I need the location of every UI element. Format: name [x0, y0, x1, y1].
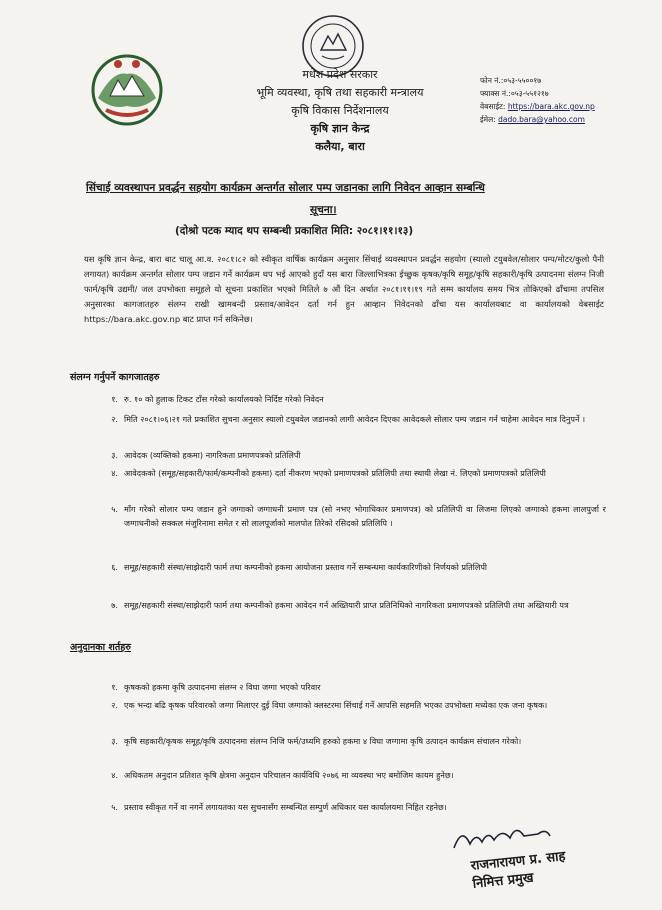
email-label: ईमेल: [480, 115, 496, 124]
document-item-number: ६. [111, 562, 118, 572]
header-office: कृषि ज्ञान केन्द्र [310, 122, 370, 135]
notice-title-line2: सूचना। [310, 204, 337, 216]
document-item-number: १. [111, 394, 118, 404]
notice-title-2 [310, 202, 390, 218]
signatory-designation: निमित्त प्रमुख [471, 870, 535, 892]
condition-item-number: १. [111, 682, 118, 692]
document-item [96, 598, 606, 612]
conditions-heading: अनुदानका शर्तहरु [70, 642, 131, 653]
signatory-name: राजनारायण प्र. साह [470, 849, 567, 874]
document-item [96, 466, 606, 480]
notice-title-line1: सिंचाई व्यवस्थापन प्रवर्द्धन सहयोग कार्यक्रम अन्तर्गत सोलार पम्प जडानका लागि निवेदन आव्हान सम्बन्धि [86, 182, 485, 194]
document-item [96, 448, 606, 462]
condition-item-text: अधिकतम अनुदान प्रतिशत कृषि क्षेत्रमा अनुदान परिचालन कार्यविधि २०७६ मा व्यवस्था भए बमोजिम कायम हुनेछ। [124, 770, 454, 780]
document-item-number: ५. [111, 504, 118, 514]
document-item-number: ३. [111, 450, 118, 460]
condition-item [96, 768, 606, 782]
notice-subtitle: (दोश्रो पटक म्याद थप सम्बन्धी प्रकाशित मिति: २०८१।११।१३) [175, 225, 414, 237]
document-item-text: आवेदकको (समूह/सहकारी/फार्म/कम्पनीको हकमा) दर्ता नीकरण भएको प्रमाणपत्रको प्रतिलिपी तथा स्थायी लेखा नं. लिएको प्रमाणपत्रको प्रतिलिपी [124, 468, 546, 478]
email-line [480, 113, 595, 126]
document-item-text: रु. १० को हुलाक टिकट टाँस गरेको कार्यालयको निर्दिष्ट गरेको निवेदन [124, 394, 324, 404]
condition-item [96, 734, 606, 748]
header-province: मधेश प्रदेश सरकार [302, 68, 378, 81]
condition-item-number: ५. [111, 802, 118, 812]
document-item-number: ४. [111, 468, 118, 478]
condition-item-text: कृषि सहकारी/कृषक समूह/कृषि उत्पादनमा संलग्न निजि फर्म/उध्यमि हरुको हकमा ४ विघा जग्गामा कृषि उत्पादन कार्यक्रम संचालन गरेको। [124, 736, 522, 746]
fax-number: फ्याक्स नं.:०५३-५५१२१७ [480, 89, 549, 98]
header-directorate: कृषि विकास निर्देशनालय [291, 104, 389, 117]
condition-item-text: एक भन्दा बढि कृषक परिवारको जग्गा मिलाएर दुई विघा जग्गाको क्लस्टरमा सिंचाई गर्ने आपसि सहमति भएका उपभोक्ता मध्येका एक जना कृषक। [124, 700, 548, 710]
documents-heading: संलग्न गर्नुपर्ने कागजातहरु [70, 372, 160, 383]
website-link[interactable]: https://bara.akc.gov.np [507, 102, 595, 111]
notice-title [86, 180, 606, 196]
condition-item-number: २. [111, 700, 118, 710]
document-item-text: आवेदक (व्यक्तिको हकमा) नागरिकता प्रमाणपत्रको प्रतिलिपी [124, 450, 301, 460]
document-item [96, 502, 606, 530]
document-item-text: समूह/सहकारी संस्था/साझेदारी फार्म तथा कम्पनीको हकमा आवेदन गर्न अख्तियारी प्राप्त प्रतिनिधिको नागरिकता प्रमाणपत्रको प्रतिलिपी तथा अख्तियारी पत्र [124, 600, 569, 610]
document-item-text: मिति २०८१।०६।२१ गते प्रकाशित सुचना अनुसार स्यालो टयुबवेल जडानको लागी आवेदन दिएका आवेदकले सोलार पम्प जडान गर्न चाहेमा आवेदन मात्र दिनुपर्ने । [124, 414, 586, 424]
contact-block [480, 74, 595, 126]
header-ministry: भूमि व्यवस्था, कृषि तथा सहकारी मन्त्रालय [256, 86, 424, 99]
document-item-text: समूह/सहकारी संस्था/साझेदारी फार्म तथा कम्पनीको हकमा आयोजना प्रस्ताव गर्ने सम्बन्धमा कार्यकारिणीको निर्णयको प्रतिलिपी [124, 562, 488, 572]
condition-item-text: कृषकको हकमा कृषि उत्पादनमा संलग्न २ विघा जग्गा भएको परिवार [124, 682, 321, 692]
document-item-text: माँग गरेको सोलार पम्प जडान हुने जग्गाको जग्गाधनी प्रमाण पत्र (सो नभए भोगाधिकार प्रमाणपत्र) को प्रतिलिपी वा लिजमा लिएको जग्गाको हकमा लालपुर्जा र जग्गाधनीको सक्कल मंजुरिनामा समेत र सो लालपूर्जाको मालपोत तिरेको रसिदको प्रतिलिपि । [124, 504, 606, 528]
condition-item [96, 800, 606, 814]
condition-item-number: ३. [111, 736, 118, 746]
document-item [96, 392, 606, 406]
notice-body: यस कृषि ज्ञान केन्द्र, बारा बाट चालू आ.व. २०८१।८२ को स्वीकृत वार्षिक कार्यक्रम अनुसार सिंचाई व्यवस्थापन प्रवर्द्धन सहयोग (स्यालो टयुबवेल/सोलार पम्प/मोटर/कुलो पैनी लगायत) कार्यक्रम अन्तर्गत सोलार पम्प जडान गर्ने कार्यक्रम थप भई आएको हुदाँ यस बारा जिल्लाभित्रका ईच्छुक कृषक/कृषि समूह/कृषि सहकारी/कृषि उत्पादनमा संलग्न निजी फार्म/कृषि उद्यमी/ जल उपभोक्ता समूहले यो सूचना प्रकाशित भएको मितिले ७ औं दिन अर्थात २०८१।११।१९ गते सम्म कार्यालय समय भित्र तोकिएको ढाँचामा तपसिल अनुसारका कागजातहरु संलग्न राखी खामबन्दी प्रस्ताव/आवेदन दर्ता गर्न हुन आव्हान निवेदनको ढाँचा यस कार्यालयबाट वा कार्यालयको वेबसाईट https://bara.akc.gov.np बाट प्राप्त गर्न सकिनेछ। [84, 254, 604, 324]
document-item [96, 560, 606, 574]
nepal-emblem-icon [88, 50, 166, 130]
condition-item [96, 680, 606, 694]
condition-item-text: प्रस्ताव स्वीकृत गर्ने वा नगर्ने लगायतका यस सुचनासँग सम्बन्धित सम्पुर्ण अधिकार यस कार्यालयमा निहित रहनेछ। [124, 802, 447, 812]
website-line [480, 100, 595, 113]
document-item-number: ७. [111, 600, 118, 610]
email-link[interactable]: dado.bara@yahoo.com [498, 115, 585, 124]
document-item [96, 412, 606, 426]
condition-item-number: ४. [111, 770, 118, 780]
header-location: कलैया, बारा [315, 140, 365, 153]
phone-number: फोन नं.:०५३-५५००१७ [480, 76, 542, 85]
document-item-number: २. [111, 414, 118, 424]
condition-item [96, 698, 606, 712]
website-label: वेबसाईट: [480, 102, 506, 111]
